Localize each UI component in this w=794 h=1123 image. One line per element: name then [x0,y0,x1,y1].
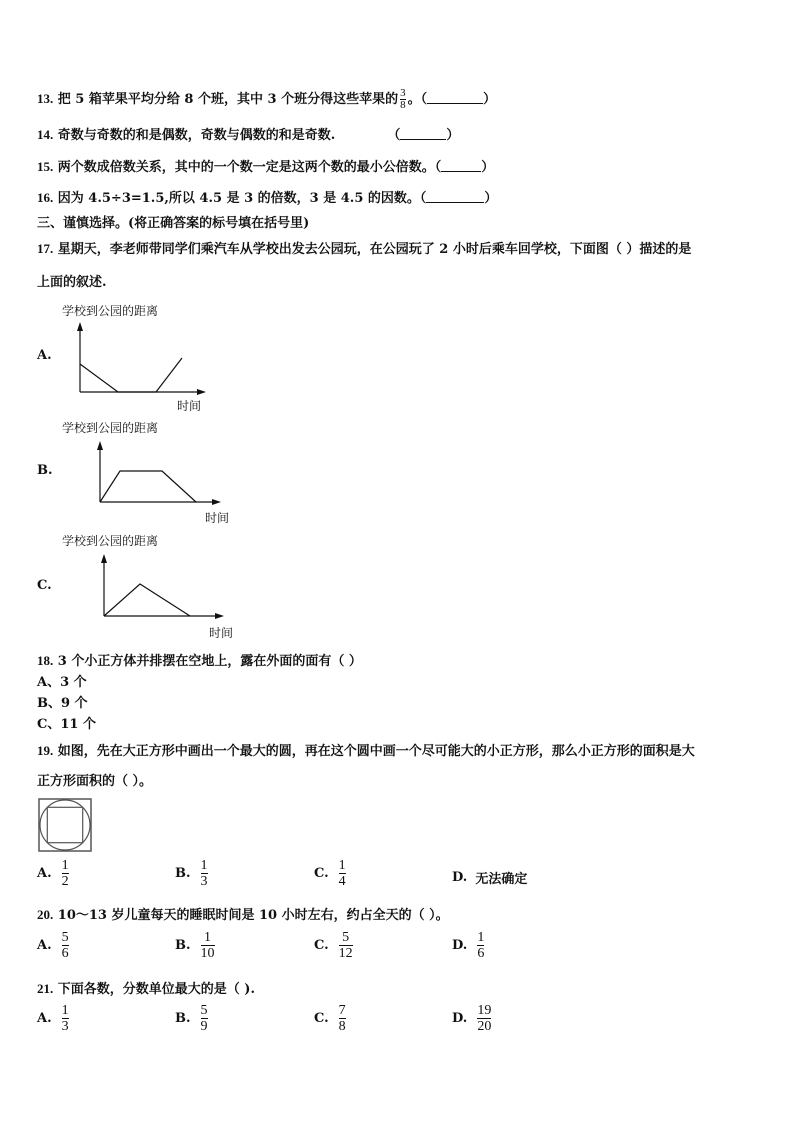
denominator: 8 [338,1019,346,1034]
option-label: C. [314,1011,329,1026]
paren-close: ） [484,191,498,206]
denominator: 3 [61,1019,69,1034]
question-20 [37,904,449,923]
option-label[interactable]: A. [37,348,52,363]
fraction [62,858,69,889]
fraction [201,858,208,889]
question-text: 星期天，李老师带同学们乘汽车从学校出发去公园玩，在公园玩了 2 小时后乘车回学校，下面图（ ）描述的是 [57,242,692,257]
denominator: 9 [200,1019,208,1034]
fraction [62,930,69,961]
denominator: 6 [477,946,485,961]
denominator: 12 [338,946,353,961]
question-number: 16. [37,190,54,205]
question-number: 19. [37,743,54,758]
question-13 [37,88,496,111]
question-18 [37,650,362,669]
denominator: 10 [200,946,215,961]
question-number: 15. [37,159,54,174]
option-d[interactable] [452,868,527,887]
question-number: 14. [37,127,54,142]
question-text: 10～13 岁儿童每天的睡眠时间是 10 小时左右，约占全天的（ ）。 [57,908,449,923]
paren-open: 。（ [407,92,428,107]
option-label: A. [37,938,52,953]
paren-close: ） [483,92,497,107]
numerator: 1 [61,1003,69,1018]
question-21 [37,978,255,997]
option-label: D. [452,1011,468,1026]
option-label: B. [175,866,191,881]
option-b[interactable] [175,930,217,961]
section-heading: 三、谨慎选择。(将正确答案的标号填在括号里) [37,216,310,231]
option-label: D. [452,938,468,953]
graph-option-b[interactable] [60,419,240,529]
question-text: 两个数成倍数关系，其中的一个数一定是这两个数的最小公倍数。（ [57,160,442,175]
question-15 [37,156,494,175]
option-label: C. [314,938,329,953]
denominator: 8 [400,99,406,111]
question-text: 如图，先在大正方形中画出一个最大的圆，再在这个圆中画一个尽可能大的小正方形，那么小正方形的面积是大 [57,744,695,759]
denominator: 4 [338,874,346,889]
question-text: 把 5 箱苹果平均分给 8 个班，其中 3 个班分得这些苹果的 [57,92,399,107]
answer-blank[interactable] [426,190,484,203]
option-a[interactable] [37,858,71,889]
answer-blank[interactable] [427,91,483,104]
question-text: 3 个小正方体并排摆在空地上，露在外面的面有（ ） [57,654,362,669]
graph-option-c[interactable] [60,532,240,644]
option-label: D. [452,870,468,885]
denominator: 3 [200,874,208,889]
option-label: C. [314,866,329,881]
question-19 [37,740,695,759]
numerator: 1 [61,858,69,873]
numerator: 1 [338,858,346,873]
fraction [400,88,406,111]
paren-open: （ [387,128,401,143]
x-axis-label: 时间 [177,399,202,413]
answer-blank[interactable] [400,127,446,140]
option-c[interactable] [314,1003,348,1034]
graph-option-a[interactable] [60,302,220,414]
question-14 [37,124,459,143]
question-19-cont: 正方形面积的（ ）。 [37,774,153,789]
option-c[interactable] [314,858,348,889]
question-number: 18. [37,653,54,668]
option-b[interactable] [175,858,210,889]
option-a[interactable]: A、3 个 [37,675,87,690]
numerator: 5 [200,1003,208,1018]
y-axis-label: 学校到公园的距离 [62,534,159,548]
numerator: 19 [477,1003,492,1018]
option-a[interactable] [37,930,71,961]
fraction [477,1003,491,1034]
option-c[interactable]: C、11 个 [37,717,96,732]
option-text: 无法确定 [475,872,528,887]
paren-close: ） [446,128,460,143]
square-circle-figure [38,798,92,852]
question-16 [37,187,497,206]
fraction [201,930,215,961]
numerator: 5 [61,930,69,945]
denominator: 6 [61,946,69,961]
question-17 [37,238,691,257]
option-c[interactable] [314,930,355,961]
answer-blank[interactable] [441,159,481,172]
question-text: 下面各数，分数单位最大的是（ ). [57,982,255,997]
numerator: 1 [477,930,485,945]
question-number: 21. [37,981,54,996]
numerator: 5 [342,930,350,945]
option-label: B. [175,938,191,953]
option-d[interactable] [452,930,486,961]
numerator: 1 [200,858,208,873]
question-number: 20. [37,907,54,922]
question-text: 因为 4.5÷3=1.5,所以 4.5 是 3 的倍数，3 是 4.5 的因数。（ [57,191,427,206]
option-a[interactable] [37,1003,71,1034]
denominator: 20 [477,1019,492,1034]
numerator: 7 [338,1003,346,1018]
paren-close: ） [481,160,495,175]
y-axis-label: 学校到公园的距离 [62,304,159,318]
option-label: A. [37,866,52,881]
fraction [339,1003,346,1034]
question-17-cont: 上面的叙述. [37,275,107,290]
fraction [201,1003,208,1034]
option-d[interactable] [452,1003,493,1034]
option-label[interactable]: B. [37,463,53,478]
fraction [339,858,346,889]
option-label: A. [37,1011,52,1026]
question-number: 17. [37,241,54,256]
y-axis-label: 学校到公园的距离 [62,421,159,435]
option-b[interactable]: B、9 个 [37,696,88,711]
numerator: 1 [204,930,212,945]
x-axis-label: 时间 [209,626,234,640]
fraction [477,930,484,961]
numerator: 3 [400,87,406,99]
question-number: 13. [37,91,54,106]
option-label[interactable]: C. [37,578,52,593]
question-text: 奇数与奇数的和是偶数，奇数与偶数的和是奇数. [57,128,336,143]
fraction [62,1003,69,1034]
x-axis-label: 时间 [205,511,230,525]
fraction [339,930,353,961]
option-label: B. [175,1011,191,1026]
denominator: 2 [61,874,69,889]
option-b[interactable] [175,1003,210,1034]
